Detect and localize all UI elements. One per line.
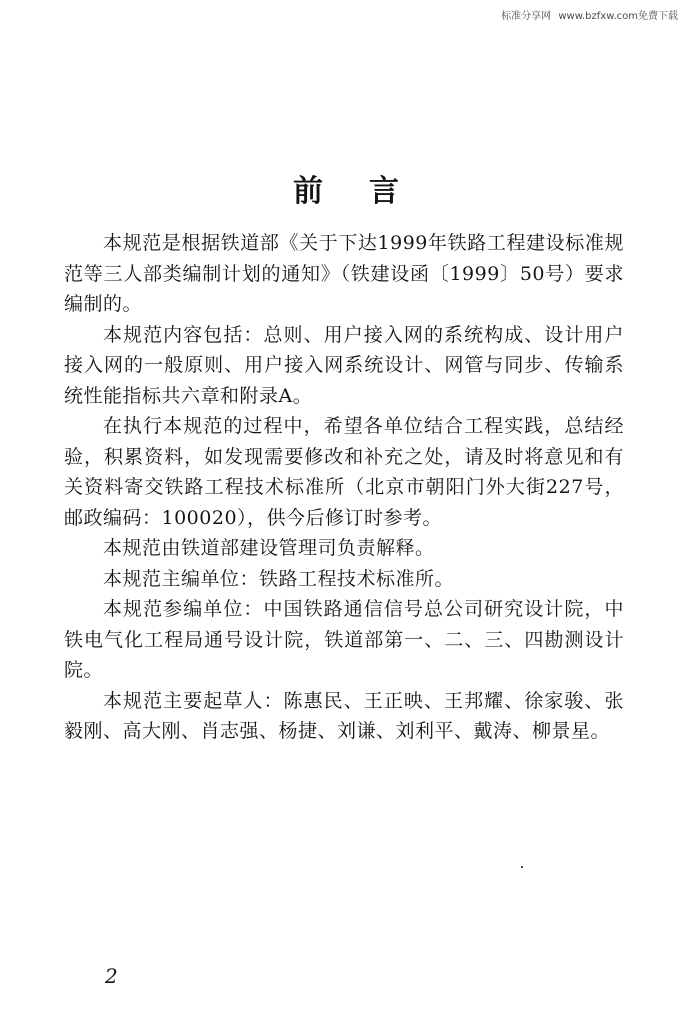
watermark <box>497 7 678 22</box>
scan-speck <box>521 866 523 868</box>
paragraph-basis: 本规范是根据铁道部《关于下达1999年铁路工程建设标准规范等三人部类编制计划的通知》（铁建设函〔1999〕50号）要求编制的。 <box>64 232 624 315</box>
page-title: 前言 <box>293 174 445 209</box>
paragraph-feedback: 在执行本规范的过程中，希望各单位结合工程实践，总结经验，积累资料，如发现需要修改和补充之处，请及时将意见和有关资料寄交铁路工程技术标准所（北京市朝阳门外大街227号，邮政编码：100020），供今后修订时参考。 <box>64 415 624 529</box>
watermark-site-url[interactable]: www.bzfxw.com <box>558 11 638 22</box>
paragraph-interpretation: 本规范由铁道部建设管理司负责解释。 <box>103 537 435 559</box>
paragraph-contents: 本规范内容包括：总则、用户接入网的系统构成、设计用户接入网的一般原则、用户接入网系统设计、网管与同步、传输系统性能指标共六章和附录A。 <box>64 323 624 407</box>
paragraph-chief-editor: 本规范主编单位：铁路工程技术标准所。 <box>103 567 455 590</box>
watermark-site-name: 标准分享网 <box>501 11 552 22</box>
page-number: 2 <box>105 964 118 988</box>
paragraph-participating-units: 本规范参编单位：中国铁路通信信号总公司研究设计院，中铁电气化工程局通号设计院，铁道部第一、二、三、四勘测设计院。 <box>64 598 624 681</box>
paragraph-drafters: 本规范主要起草人：陈惠民、王正映、王邦耀、徐家骏、张毅刚、高大刚、肖志强、杨捷、刘谦、刘利平、戴涛、柳景星。 <box>64 689 624 742</box>
document-body <box>64 228 624 747</box>
watermark-download-label: 免费下载 <box>638 11 678 22</box>
